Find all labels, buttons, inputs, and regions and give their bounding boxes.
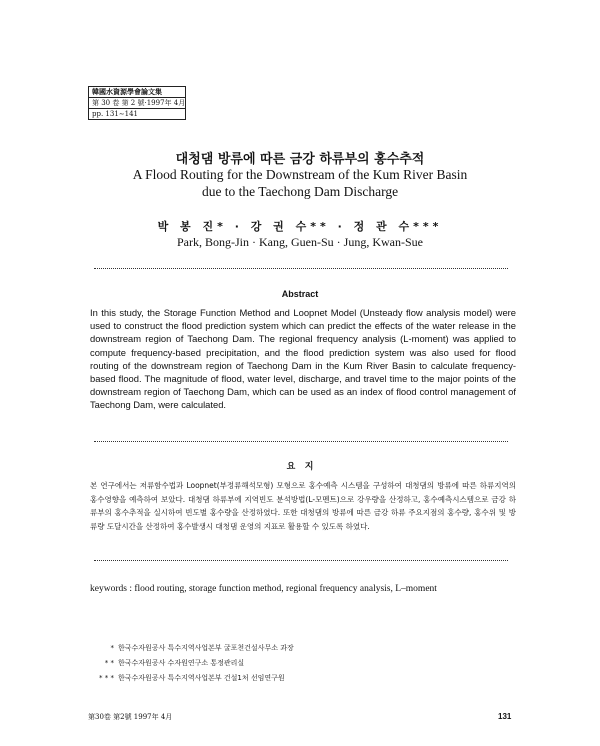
page-number: 131 [498, 712, 512, 721]
journal-volume-issue: 第 30 卷 第 2 號·1997年 4月 [89, 97, 185, 108]
footnote-mark: * [110, 644, 114, 652]
footnote-mark: * * * [99, 674, 114, 682]
yoji-body: 본 연구에서는 저류함수법과 Loopnet(부정류해석모형) 모형으로 홍수예측 시스템을 구성하여 대청댐의 방류에 따른 하류지역의 홍수영향을 예측하여 보았다. 대청댐 하류부에 지역빈도 분석방법(L-모멘트)으로 강우량을 산정하고, 홍수예측시스템으로 금강 하류부의 홍수추적을 실시하여 빈도별 홍수량을 산정하였다. 또한 대청댐의 방류에 따른 금강 하류 주요지점의 홍수량, 홍수위 및 방류량 도달시간을 산정하여 홍수발생시 대청댐 운영의 지표로 활용할 수 있도록 하였다. [90, 481, 516, 531]
footnote-mark: * * [104, 659, 114, 667]
title-korean: 대청댐 방류에 따른 금강 하류부의 홍수추적 [175, 152, 425, 167]
title-english [0, 166, 600, 200]
title-english-line1: A Flood Routing for the Downstream of the Kum River Basin [132, 167, 468, 182]
footnote-item [88, 671, 508, 686]
divider-bottom [94, 560, 508, 561]
authors-english: Park, Bong-Jin · Kang, Guen-Su · Jung, Kwan-Sue [177, 235, 423, 249]
footnote-text: 한국수자원공사 특수지역사업본부 굴포천건설사무소 과장 [118, 644, 294, 652]
journal-name: 韓國水資源學會論文集 [92, 87, 162, 96]
divider-top [94, 268, 508, 269]
footnote-text: 한국수자원공사 특수지역사업본부 건설1처 선임연구원 [118, 674, 285, 682]
divider-middle [94, 441, 508, 442]
footnote-item [88, 641, 508, 656]
footnote-text: 한국수자원공사 수자원연구소 통정관리실 [118, 659, 245, 667]
authors-korean: 박 봉 진* · 강 권 수** · 정 관 수*** [157, 220, 443, 233]
abstract-body: In this study, the Storage Function Method and Loopnet Model (Unsteady flow analysis model) were used to construct the flood prediction system which can predict the effects of the water release in the downstream region of Taechong Dam. The regional frequency analysis (L-moment) was applied to compute frequency-based precipitation, and the flood prediction system was also used for flood routing of the downstream region of Taechong Dam in the Kum River Basin to calculate frequency-based flood. The magnitude of flood, water level, discharge, and travel time to the major points of the downstream region of Taechong Dam, which can be used as an index of flood control management of Taechong Dam, were calculated. [90, 307, 516, 411]
journal-info-box [88, 86, 186, 120]
footer-journal-issue: 第30卷 第2號 1997年 4月 [88, 713, 173, 721]
title-english-line2: due to the Taechong Dam Discharge [201, 184, 399, 199]
yoji-heading: 요 지 [286, 462, 314, 472]
journal-pages: pp. 131∼141 [89, 108, 185, 119]
keywords: keywords : flood routing, storage function method, regional frequency analysis, L–moment [90, 584, 437, 594]
abstract-heading: Abstract [281, 289, 319, 299]
footnotes [88, 641, 508, 686]
footnote-item [88, 656, 508, 671]
